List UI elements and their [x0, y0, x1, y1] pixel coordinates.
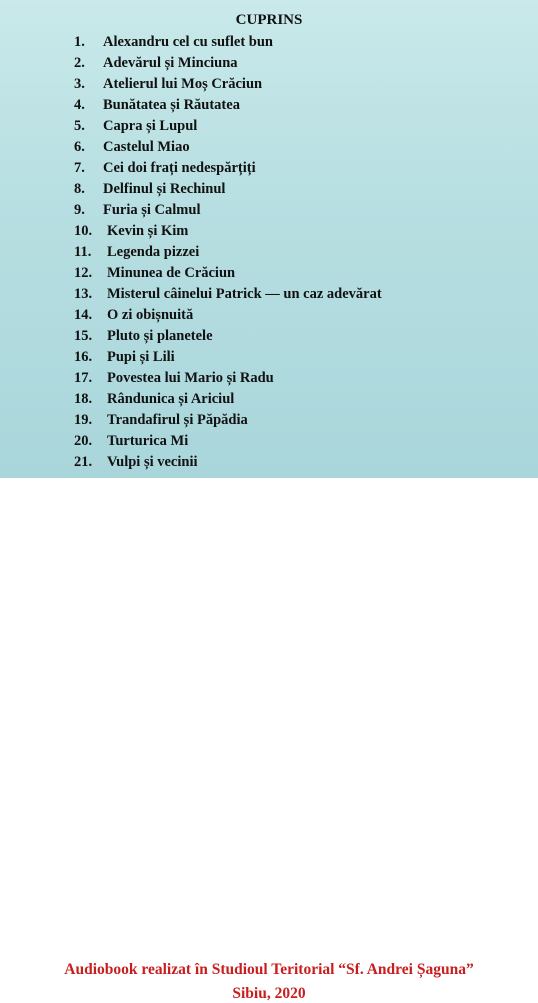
toc-number: 10.: [74, 223, 93, 239]
toc-item: [0, 34, 538, 55]
toc-number: 9.: [74, 202, 85, 218]
toc-number: 6.: [74, 139, 85, 155]
toc-label: Kevin și Kim: [107, 223, 189, 239]
toc-item: [0, 202, 538, 223]
toc-label: Legenda pizzei: [107, 244, 200, 260]
toc-item: [0, 139, 538, 160]
toc-item: [0, 97, 538, 118]
toc-item: [0, 76, 538, 97]
toc-label: Pluto și planetele: [107, 328, 213, 344]
footer-place-year: Sibiu, 2020: [232, 985, 306, 1002]
toc-number: 3.: [74, 76, 85, 92]
page-title: CUPRINS: [235, 12, 303, 28]
toc-number: 1.: [74, 34, 85, 50]
toc-item: [0, 265, 538, 286]
toc-number: 20.: [74, 433, 93, 449]
toc-number: 21.: [74, 454, 93, 470]
toc-item: [0, 370, 538, 391]
toc-label: Delfinul și Rechinul: [103, 181, 226, 197]
toc-number: 5.: [74, 118, 85, 134]
toc-label: Minunea de Crăciun: [107, 265, 236, 281]
toc-label: Vulpi și vecinii: [107, 454, 198, 470]
toc-number: 15.: [74, 328, 93, 344]
toc-label: Turturica Mi: [107, 433, 189, 449]
toc-item: [0, 307, 538, 328]
toc-label: Cei doi frați nedespărțiți: [103, 160, 256, 176]
toc-item: [0, 223, 538, 244]
toc-label: Pupi și Lili: [107, 349, 175, 365]
toc-number: 19.: [74, 412, 93, 428]
toc-item: [0, 118, 538, 139]
toc-label: Atelierul lui Moș Crăciun: [103, 76, 263, 92]
toc-item: [0, 349, 538, 370]
toc-item: [0, 55, 538, 76]
toc-label: Misterul câinelui Patrick — un caz adevărat: [107, 286, 382, 302]
toc-label: O zi obișnuită: [107, 307, 194, 323]
toc-item: [0, 412, 538, 433]
toc-number: 7.: [74, 160, 85, 176]
toc-number: 2.: [74, 55, 85, 71]
toc-label: Adevărul și Minciuna: [103, 55, 238, 71]
toc-item: [0, 244, 538, 265]
toc-item: [0, 328, 538, 349]
toc-label: Castelul Miao: [103, 139, 190, 155]
toc-label: Alexandru cel cu suflet bun: [103, 34, 273, 50]
toc-number: 13.: [74, 286, 93, 302]
toc-number: 16.: [74, 349, 93, 365]
toc-number: 12.: [74, 265, 93, 281]
toc-number: 4.: [74, 97, 85, 113]
toc-label: Trandafirul și Păpădia: [107, 412, 248, 428]
toc-label: Rândunica și Ariciul: [107, 391, 235, 407]
toc-item: [0, 454, 538, 475]
toc-label: Capra și Lupul: [103, 118, 198, 134]
toc-label: Bunătatea și Răutatea: [103, 97, 240, 113]
toc-number: 18.: [74, 391, 93, 407]
toc-label: Furia și Calmul: [103, 202, 201, 218]
footer: [0, 478, 538, 1002]
toc-number: 14.: [74, 307, 93, 323]
toc-item: [0, 433, 538, 454]
toc-item: [0, 286, 538, 307]
toc-number: 8.: [74, 181, 85, 197]
toc-number: 17.: [74, 370, 93, 386]
toc-item: [0, 160, 538, 181]
toc-number: 11.: [74, 244, 92, 260]
toc-panel: [0, 0, 538, 478]
footer-credit: Audiobook realizat în Studioul Teritorial “Sf. Andrei Șaguna”: [64, 961, 474, 978]
toc-item: [0, 391, 538, 412]
toc-item: [0, 181, 538, 202]
toc-label: Povestea lui Mario și Radu: [107, 370, 274, 386]
